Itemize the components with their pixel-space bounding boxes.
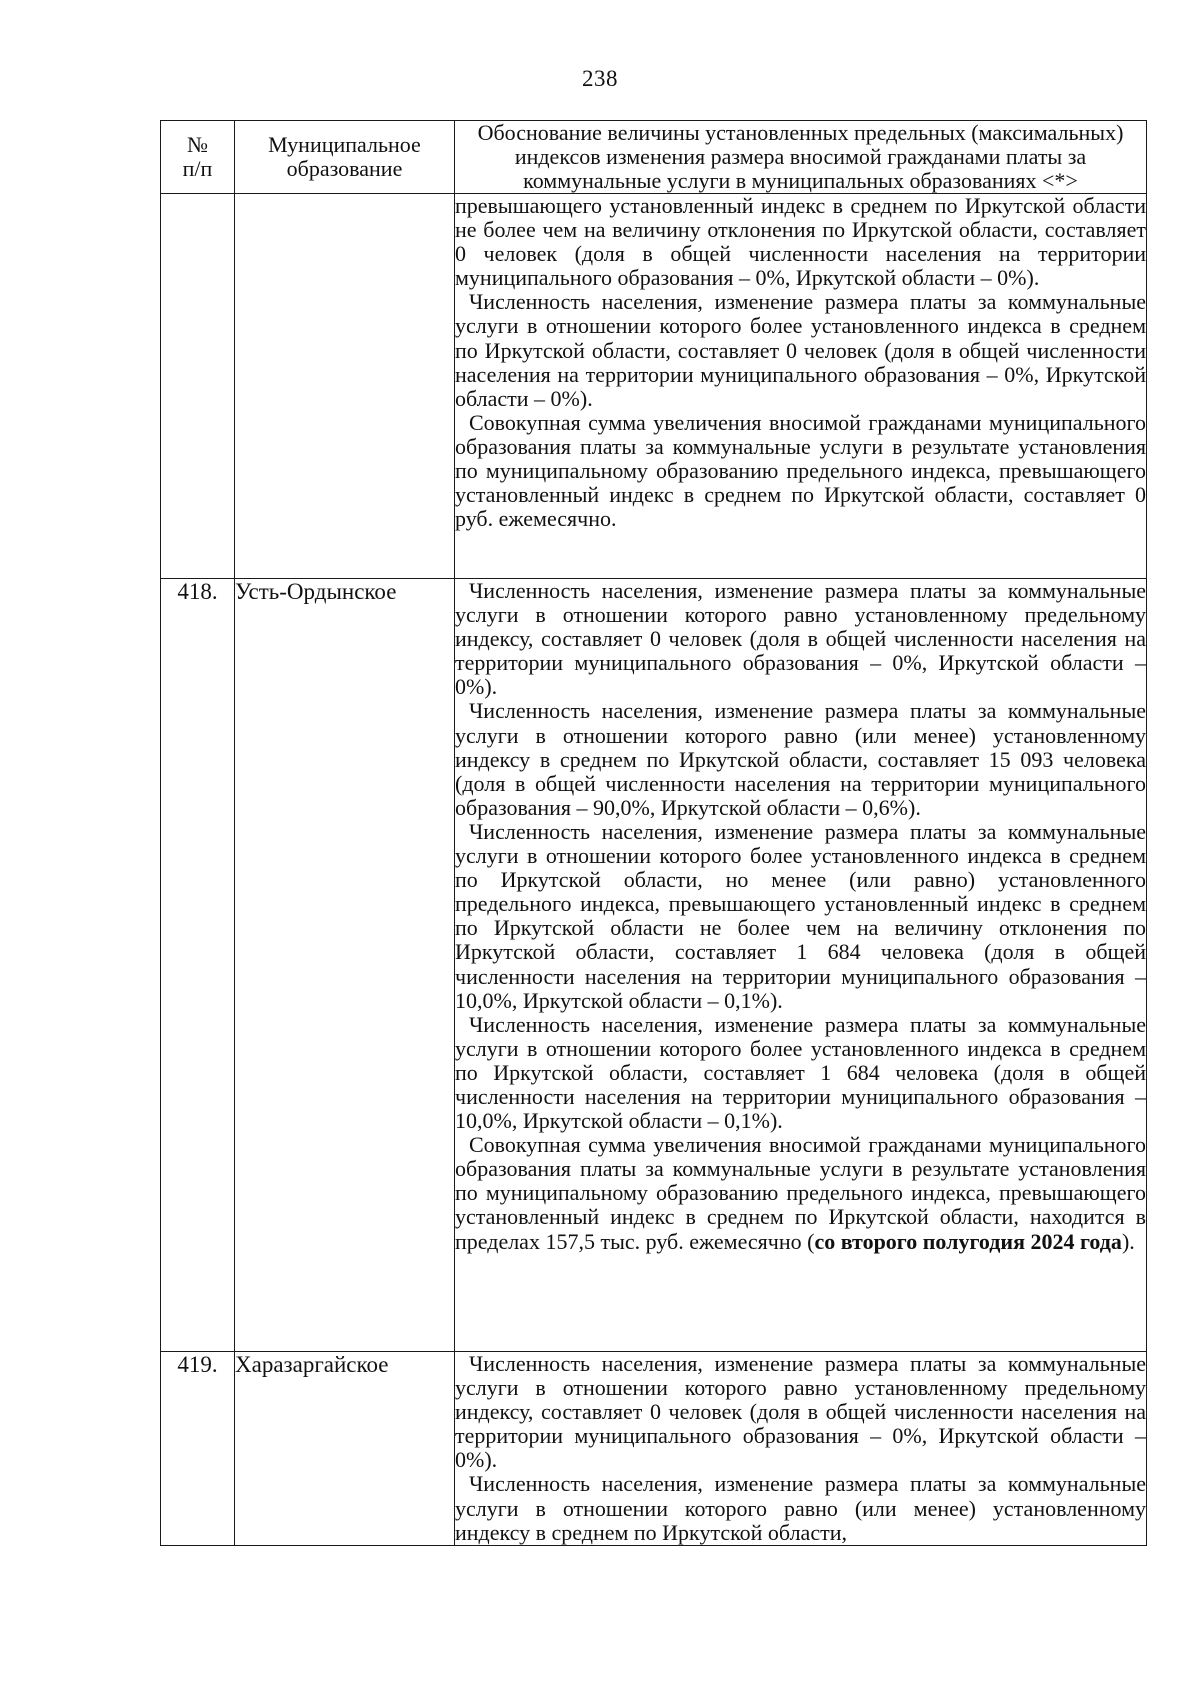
header-number xyxy=(161,121,235,194)
table-row xyxy=(161,1352,1147,1546)
municipal-index-table xyxy=(160,120,1147,1546)
table-header-row xyxy=(161,121,1147,194)
row-municipality: Усть-Ордынское xyxy=(235,579,455,1352)
table-row xyxy=(161,194,1147,579)
row-number: 418. xyxy=(161,579,235,1352)
header-municipality-label: Муниципальное образование xyxy=(268,132,421,181)
row-justification xyxy=(455,194,1147,579)
header-justification-label: Обоснование величины установленных предельных (максимальных) индексов изменения размера вносимой гражданами платы за коммунальные услуги в муниципальных образованиях <*> xyxy=(477,120,1124,193)
row-number: 419. xyxy=(161,1352,235,1546)
header-number-label: № п/п xyxy=(182,132,213,181)
total-period-bold: со второго полугодия 2024 года xyxy=(814,1228,1122,1254)
row-municipality: Харазаргайское xyxy=(235,1352,455,1546)
justification-paragraph: Численность населения, изменение размера платы за коммунальные услуги в отношении которого равно установленному предельному индексу, составляет 0 человек (доля в общей численности населения на территории муниципального образования – 0%, Иркутской области – 0%). xyxy=(455,1351,1146,1473)
table-row xyxy=(161,579,1147,1352)
justification-paragraph: Совокупная сумма увеличения вносимой гражданами муниципального образования платы за коммунальные услуги в результате установления по муниципальному образованию предельного индекса, превышающего установленный индекс в среднем по Иркутской области, составляет 0 руб. ежемесячно. xyxy=(455,409,1146,532)
justification-paragraph: Численность населения, изменение размера платы за коммунальные услуги в отношении которого равно установленному предельному индексу, составляет 0 человек (доля в общей численности населения на территории муниципального образования – 0%, Иркутской области – 0%). xyxy=(455,578,1146,700)
justification-paragraph-total xyxy=(455,1133,1146,1253)
row-number xyxy=(161,194,235,579)
header-municipality xyxy=(235,121,455,194)
justification-paragraph: Численность населения, изменение размера платы за коммунальные услуги в отношении которого более установленного индекса в среднем по Иркутской области, но менее (или равно) установленного предельного индекса, превышающего установленный индекс в среднем по Иркутской области не более чем на величину отклонения по Иркутской области, составляет 1 684 человека (доля в общей численности населения на территории муниципального образования – 10,0%, Иркутской области – 0,1%). xyxy=(455,818,1146,1013)
justification-paragraph: Численность населения, изменение размера платы за коммунальные услуги в отношении которого равно (или менее) установленному индексу в среднем по Иркутской области, xyxy=(455,1471,1146,1545)
header-justification xyxy=(455,121,1147,194)
row-municipality xyxy=(235,194,455,579)
row-justification xyxy=(455,1352,1147,1546)
row-justification xyxy=(455,579,1147,1352)
justification-paragraph: Численность населения, изменение размера платы за коммунальные услуги в отношении которого более установленного индекса в среднем по Иркутской области, составляет 0 человек (доля в общей численности населения на территории муниципального образования – 0%, Иркутской области – 0%). xyxy=(455,289,1146,411)
justification-paragraph: превышающего установленный индекс в среднем по Иркутской области не более чем на величину отклонения по Иркутской области, составляет 0 человек (доля в общей численности населения на территории муниципального образования – 0%, Иркутской области – 0%). xyxy=(455,193,1146,291)
page-number: 238 xyxy=(582,66,618,91)
justification-paragraph: Численность населения, изменение размера платы за коммунальные услуги в отношении которого равно (или менее) установленному индексу в среднем по Иркутской области, составляет 15 093 человека (доля в общей численности населения на территории муниципального образования – 90,0%, Иркутской области – 0,6%). xyxy=(455,698,1146,820)
justification-paragraph: Численность населения, изменение размера платы за коммунальные услуги в отношении которого более установленного индекса в среднем по Иркутской области, составляет 1 684 человека (доля в общей численности населения на территории муниципального образования – 10,0%, Иркутской области – 0,1%). xyxy=(455,1011,1146,1134)
total-text: Совокупная сумма увеличения вносимой гражданами муниципального образования платы за коммунальные услуги в результате установления по муниципальному образованию предельного индекса, превышающего установленный индекс в среднем по Иркутской области, находится в пределах 157,5 тыс. руб. ежемесячно ( xyxy=(455,1132,1146,1254)
total-tail: ). xyxy=(1121,1228,1135,1254)
